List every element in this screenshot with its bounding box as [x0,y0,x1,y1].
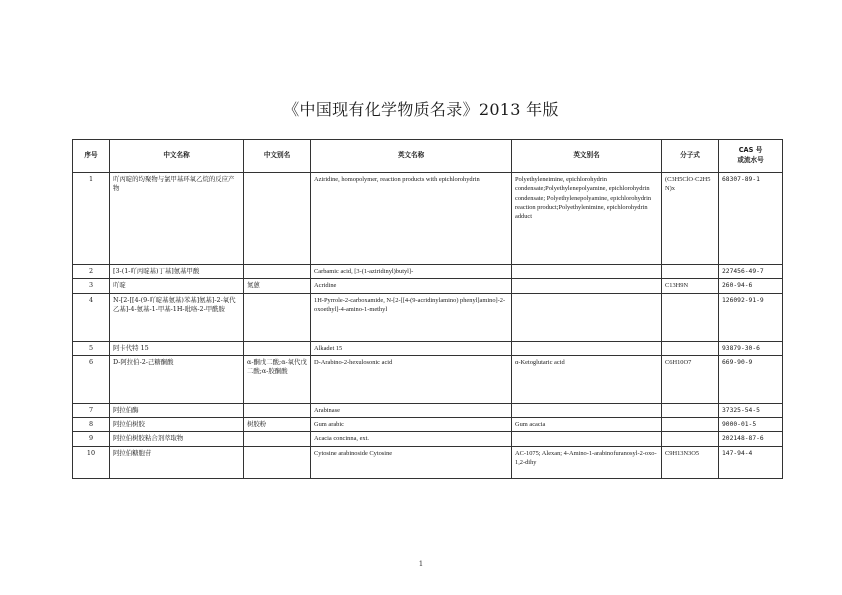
row-formula: C13H9N [662,279,719,293]
row-en-name: Carbamic acid, [3-(1-aziridinyl)butyl]- [311,265,512,279]
row-cn-name: N-[2-[[4-(9-吖啶基氨基)苯基]氨基]-2-氧代乙基]-4-氨基-1-甲基-1H-吡咯-2-甲酰胺 [110,293,244,341]
row-cas: 147-94-4 [719,446,783,478]
row-en-name: Aziridine, homopolymer, reaction products with epichlorohydrin [311,173,512,265]
row-cn-alias [244,265,311,279]
table-row [73,355,783,403]
row-cas: 260-94-6 [719,279,783,293]
row-en-name: Acacia concinna, ext. [311,432,512,446]
row-formula [662,403,719,417]
row-en-name: Alkadet 15 [311,341,512,355]
row-cn-name: 阿拉伯糖胞苷 [110,446,244,478]
row-en-alias [512,432,662,446]
row-en-name: D-Arabino-2-hexulosonic acid [311,355,512,403]
row-cas: 126092-91-9 [719,293,783,341]
row-seq: 1 [73,173,110,265]
row-cn-alias: 树胶粉 [244,418,311,432]
row-en-alias [512,341,662,355]
row-cn-alias [244,173,311,265]
row-seq: 10 [73,446,110,478]
row-formula [662,341,719,355]
row-seq: 2 [73,265,110,279]
table-row [73,279,783,293]
row-seq: 4 [73,293,110,341]
row-formula: C9H13N3O5 [662,446,719,478]
row-cas: 9000-01-5 [719,418,783,432]
row-en-alias [512,403,662,417]
row-cn-name: 吖啶 [110,279,244,293]
row-seq: 5 [73,341,110,355]
row-cas: 202148-87-6 [719,432,783,446]
row-cas: 37325-54-5 [719,403,783,417]
table-row [73,173,783,265]
row-en-name: Gum arabic [311,418,512,432]
row-cn-name: D-阿拉伯-2-己糖酮酸 [110,355,244,403]
row-en-alias [512,293,662,341]
row-en-alias [512,279,662,293]
row-cas: 669-90-9 [719,355,783,403]
row-en-name: 1H-Pyrrole-2-carboxamide, N-[2-[[4-(9-acridinylamino) phenyl]amino]-2-oxoethyl]-4-amino-1-methyl [311,293,512,341]
header-cas-line1: CAS 号 [738,146,763,155]
row-en-alias [512,265,662,279]
header-cn-alias: 中文别名 [244,140,311,173]
header-formula: 分子式 [662,140,719,173]
row-formula [662,265,719,279]
table-row [73,418,783,432]
row-cn-alias [244,341,311,355]
row-seq: 9 [73,432,110,446]
header-seq: 序号 [73,140,110,173]
row-cn-alias: α-酮戊二酸;α-氧代戊二酸;α-胶酮酸 [244,355,311,403]
row-formula: C6H10O7 [662,355,719,403]
row-cn-alias [244,446,311,478]
table-row [73,403,783,417]
table-row [73,265,783,279]
row-formula [662,293,719,341]
row-cn-alias [244,293,311,341]
row-cas: 68307-89-1 [719,173,783,265]
header-cas-line2: 或流水号 [737,156,764,164]
row-formula: (C3H5ClO·C2H5N)x [662,173,719,265]
row-cn-alias [244,432,311,446]
row-en-name: Arabinase [311,403,512,417]
header-en-name: 英文名称 [311,140,512,173]
table-row [73,293,783,341]
table-row [73,432,783,446]
row-formula [662,418,719,432]
page-title: 《中国现有化学物质名录》2013 年版 [283,100,559,119]
page-number: 1 [418,560,424,568]
header-en-alias: 英文别名 [512,140,662,173]
row-cn-name: [3-(1-吖丙啶基)丁基]氨基甲酸 [110,265,244,279]
row-en-alias: α-Ketoglutaric acid [512,355,662,403]
row-seq: 8 [73,418,110,432]
table-row [73,446,783,478]
row-en-name: Acridine [311,279,512,293]
row-en-alias: Polyethyleneimine, epichlorohydrin condensate;Polyethylenepolyamine, epichlorohydrin condensate; Polyethylenepolyamine, epichlorohydrin reaction product;Polyethylenimine, epichlorohydrin adduct [512,173,662,265]
row-seq: 3 [73,279,110,293]
table-header-row [73,140,783,173]
row-seq: 6 [73,355,110,403]
row-cas: 93879-30-6 [719,341,783,355]
row-cn-name: 阿拉伯树胶 [110,418,244,432]
header-cn-name: 中文名称 [110,140,244,173]
row-cn-name: 阿拉伯酶 [110,403,244,417]
header-cas [719,140,783,173]
row-en-name: Cytosine arabinoside Cytosine [311,446,512,478]
row-cn-alias: 氮蒽 [244,279,311,293]
table-row [73,341,783,355]
chemical-registry-table [72,139,783,479]
row-cn-name: 阿拉伯树胶粘合剂萃取物 [110,432,244,446]
row-cn-name: 吖丙啶的均聚物与氯甲基环氧乙烷的反应产物 [110,173,244,265]
row-cas: 227456-49-7 [719,265,783,279]
row-en-alias: AC-1075; Alexan; 4-Amino-1-arabinofuranosyl-2-oxo-1,2-dihy [512,446,662,478]
row-formula [662,432,719,446]
row-seq: 7 [73,403,110,417]
row-cn-alias [244,403,311,417]
row-en-alias: Gum acacia [512,418,662,432]
row-cn-name: 阿卡代特 15 [110,341,244,355]
